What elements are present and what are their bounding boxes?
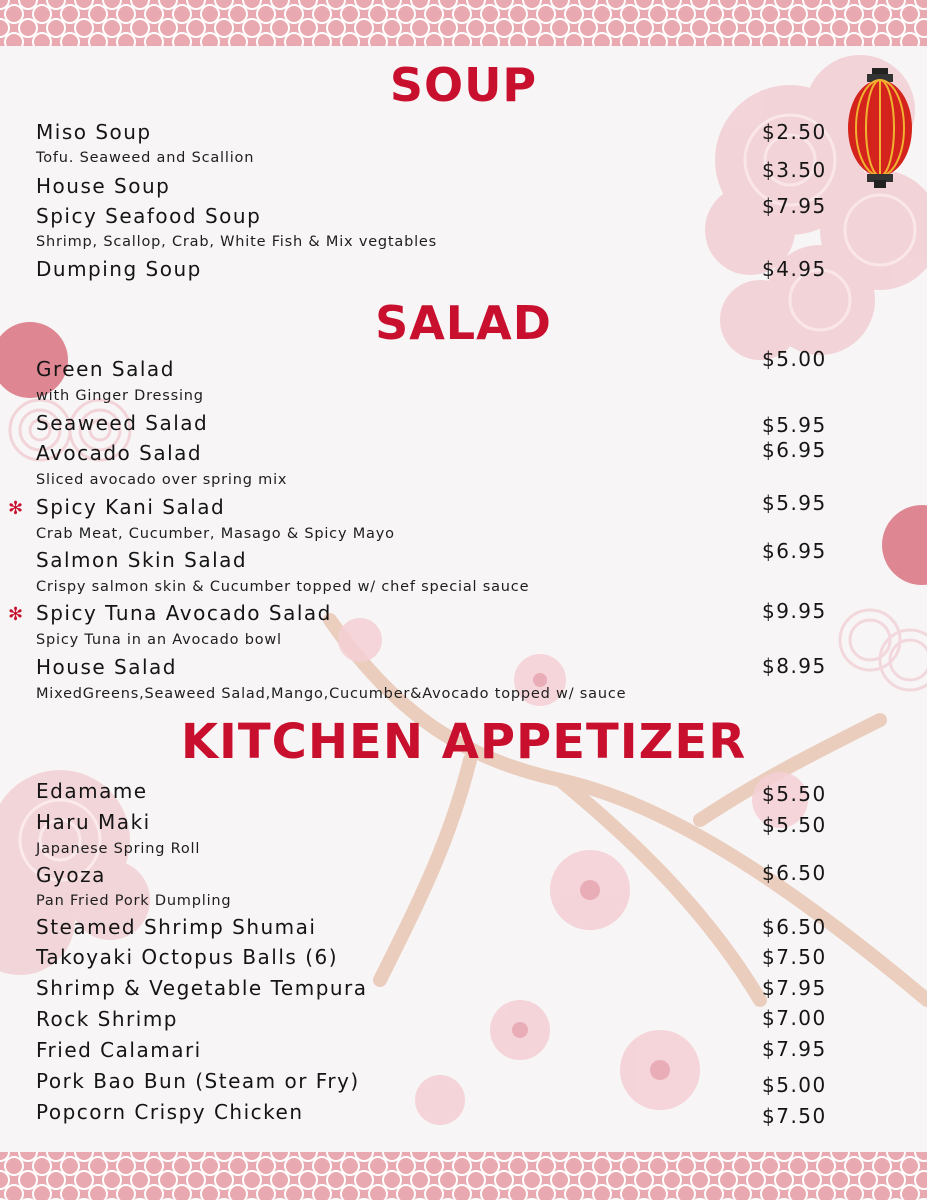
menu-item-name: Fried Calamari [36,1038,202,1062]
menu-item-price: $5.50 [762,813,827,837]
menu-item-name: Avocado Salad [36,441,203,465]
menu-item-price: $4.95 [762,257,827,281]
menu-item-name: House Salad [36,655,177,679]
menu-item-price: $6.50 [762,915,827,939]
menu-item-name: Dumping Soup [36,257,202,281]
menu-item-name: Gyoza [36,863,106,887]
bottom-pattern-border [0,1152,927,1200]
menu-item-name: Green Salad [36,357,175,381]
menu-item-description: Shrimp, Scallop, Crab, White Fish & Mix vegtables [36,234,438,250]
menu-item-price: $8.95 [762,654,827,678]
menu-item-price: $5.00 [762,1073,827,1097]
menu-item-price: $9.95 [762,599,827,623]
menu-item-description: Japanese Spring Roll [36,841,201,857]
menu-item-price: $7.95 [762,1037,827,1061]
menu-item-name: Rock Shrimp [36,1007,178,1031]
menu-item-name: Shrimp & Vegetable Tempura [36,976,368,1000]
menu-item-price: $6.95 [762,539,827,563]
menu-item-price: $7.00 [762,1006,827,1030]
menu-item-description: Crab Meat, Cucumber, Masago & Spicy Mayo [36,526,395,542]
spicy-star-icon: ✻ [8,498,24,519]
menu-item-price: $5.95 [762,413,827,437]
menu-item-name: Takoyaki Octopus Balls (6) [36,945,339,969]
menu-item-price: $5.95 [762,491,827,515]
menu-item-description: Spicy Tuna in an Avocado bowl [36,632,282,648]
menu-item-name: Seaweed Salad [36,411,209,435]
section-title: KITCHEN APPETIZER [180,714,747,770]
menu-item-name: Spicy Kani Salad [36,495,226,519]
menu-item-price: $7.95 [762,976,827,1000]
menu-item-name: Pork Bao Bun (Steam or Fry) [36,1069,360,1093]
menu-item-price: $5.00 [762,347,827,371]
section-title: SALAD [375,296,552,350]
menu-item-description: Sliced avocado over spring mix [36,472,288,488]
menu-item-price: $6.95 [762,438,827,462]
menu-item-price: $7.95 [762,194,827,218]
menu-item-name: Spicy Tuna Avocado Salad [36,601,332,625]
menu-item-name: Haru Maki [36,810,151,834]
menu-item-price: $3.50 [762,158,827,182]
menu-item-name: Salmon Skin Salad [36,548,248,572]
menu-item-name: Popcorn Crispy Chicken [36,1100,304,1124]
menu-item-name: Steamed Shrimp Shumai [36,915,317,939]
menu-item-description: Pan Fried Pork Dumpling [36,893,232,909]
menu-item-price: $5.50 [762,782,827,806]
menu-item-price: $7.50 [762,945,827,969]
menu-item-price: $2.50 [762,120,827,144]
menu-item-description: MixedGreens,Seaweed Salad,Mango,Cucumber&Avocado topped w/ sauce [36,686,627,702]
menu-item-price: $6.50 [762,861,827,885]
menu-item-name: Edamame [36,779,148,803]
menu-item-name: Spicy Seafood Soup [36,204,262,228]
section-title: SOUP [389,58,538,112]
menu-item-name: House Soup [36,174,171,198]
menu-item-name: Miso Soup [36,120,152,144]
spicy-star-icon: ✻ [8,604,24,625]
menu-item-description: Tofu. Seaweed and Scallion [36,150,255,166]
menu-item-description: Crispy salmon skin & Cucumber topped w/ chef special sauce [36,579,530,595]
menu-item-description: with Ginger Dressing [36,388,204,404]
menu-item-price: $7.50 [762,1104,827,1128]
